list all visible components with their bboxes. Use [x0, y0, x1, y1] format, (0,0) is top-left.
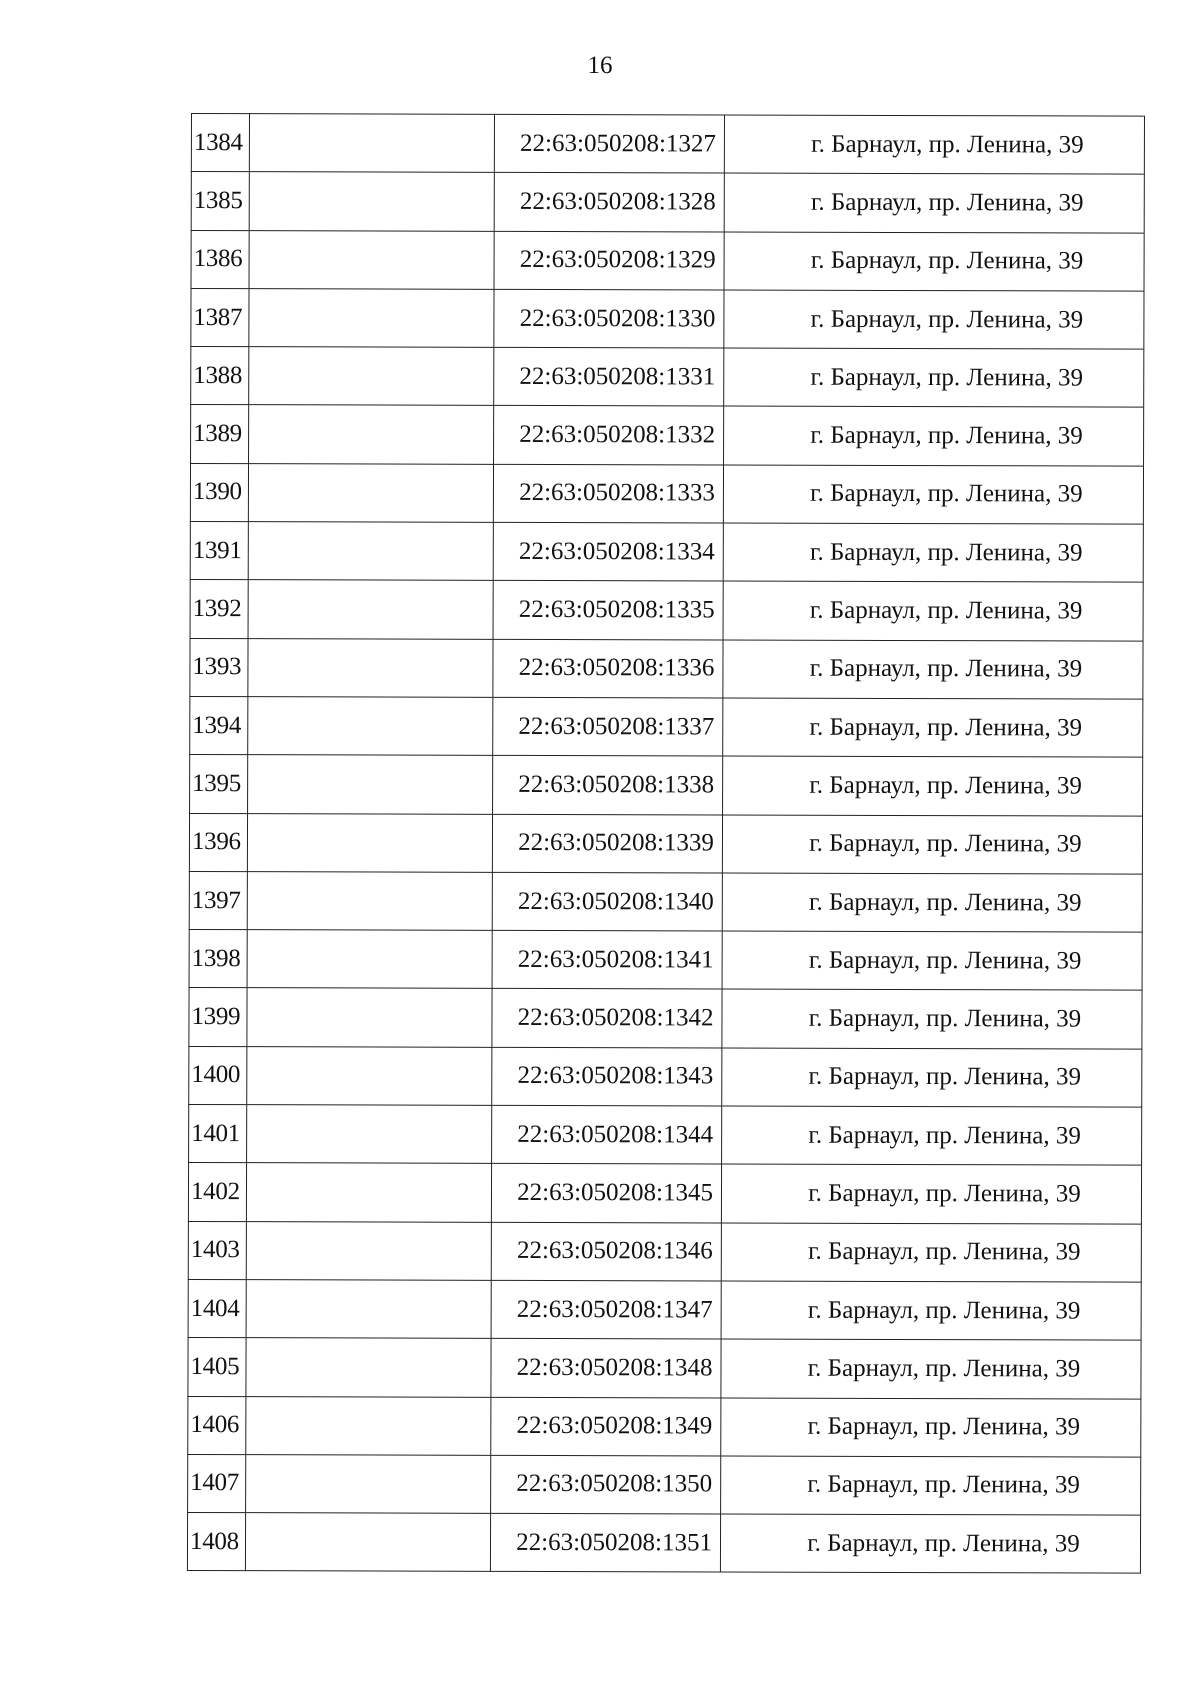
cadastral-number-cell: 22:63:050208:1348: [491, 1339, 721, 1398]
table-row: [191, 288, 1144, 349]
cadastral-number-cell: 22:63:050208:1328: [494, 173, 724, 232]
empty-cell: [249, 114, 494, 173]
empty-cell: [245, 1513, 490, 1572]
row-number-cell: 1386: [191, 230, 249, 288]
address-cell: г. Барнаул, пр. Ленина, 39: [724, 406, 1144, 465]
address-cell: г. Барнаул, пр. Ленина, 39: [723, 698, 1143, 757]
empty-cell: [247, 1046, 492, 1105]
empty-cell: [248, 755, 493, 814]
address-cell: г. Барнаул, пр. Ленина, 39: [723, 523, 1143, 582]
row-number-cell: 1387: [191, 288, 249, 346]
address-cell: г. Барнаул, пр. Ленина, 39: [721, 1398, 1141, 1457]
table-row: [190, 638, 1143, 699]
table-row: [188, 1454, 1141, 1515]
address-cell: г. Барнаул, пр. Ленина, 39: [724, 232, 1144, 291]
cadastral-number-cell: 22:63:050208:1336: [493, 639, 723, 698]
property-table-body: [187, 114, 1144, 1574]
cadastral-number-cell: 22:63:050208:1350: [491, 1455, 721, 1514]
table-row: [189, 988, 1142, 1049]
empty-cell: [246, 1163, 491, 1222]
empty-cell: [247, 813, 492, 872]
row-number-cell: 1396: [189, 813, 247, 871]
address-cell: г. Барнаул, пр. Ленина, 39: [723, 640, 1143, 699]
row-number-cell: 1385: [191, 172, 249, 230]
row-number-cell: 1392: [190, 580, 248, 638]
cadastral-number-cell: 22:63:050208:1327: [494, 114, 724, 173]
cadastral-number-cell: 22:63:050208:1335: [493, 581, 723, 640]
empty-cell: [247, 872, 492, 931]
table-row: [190, 696, 1143, 757]
table-row: [189, 813, 1142, 874]
row-number-cell: 1399: [189, 988, 247, 1046]
cadastral-number-cell: 22:63:050208:1332: [494, 406, 724, 465]
address-cell: г. Барнаул, пр. Ленина, 39: [721, 1281, 1141, 1340]
address-cell: г. Барнаул, пр. Ленина, 39: [722, 1048, 1142, 1107]
page-number: 16: [587, 52, 613, 79]
row-number-cell: 1405: [188, 1338, 246, 1396]
row-number-cell: 1395: [190, 755, 248, 813]
address-cell: г. Барнаул, пр. Ленина, 39: [721, 1339, 1141, 1398]
cadastral-number-cell: 22:63:050208:1344: [492, 1105, 722, 1164]
empty-cell: [248, 580, 493, 639]
table-row: [188, 1279, 1141, 1340]
cadastral-number-cell: 22:63:050208:1351: [490, 1513, 720, 1572]
cadastral-number-cell: 22:63:050208:1333: [493, 464, 723, 523]
row-number-cell: 1388: [191, 347, 249, 405]
row-number-cell: 1403: [188, 1221, 246, 1279]
cadastral-number-cell: 22:63:050208:1347: [491, 1280, 721, 1339]
row-number-cell: 1393: [190, 638, 248, 696]
empty-cell: [249, 405, 494, 464]
cadastral-number-cell: 22:63:050208:1334: [493, 522, 723, 581]
empty-cell: [249, 289, 494, 348]
cadastral-number-cell: 22:63:050208:1329: [494, 231, 724, 290]
empty-cell: [246, 1396, 491, 1455]
empty-cell: [248, 463, 493, 522]
empty-cell: [249, 347, 494, 406]
row-number-cell: 1397: [189, 871, 247, 929]
table-row: [189, 930, 1142, 991]
cadastral-number-cell: 22:63:050208:1330: [494, 289, 724, 348]
address-cell: г. Барнаул, пр. Ленина, 39: [721, 1164, 1141, 1223]
table-row: [191, 172, 1144, 233]
row-number-cell: 1406: [188, 1396, 246, 1454]
empty-cell: [249, 172, 494, 231]
row-number-cell: 1390: [190, 463, 248, 521]
address-cell: г. Барнаул, пр. Ленина, 39: [723, 756, 1143, 815]
address-cell: г. Барнаул, пр. Ленина, 39: [721, 1456, 1141, 1515]
table-row: [188, 1338, 1141, 1399]
address-cell: г. Барнаул, пр. Ленина, 39: [723, 465, 1143, 524]
cadastral-number-cell: 22:63:050208:1341: [492, 931, 722, 990]
table-row: [188, 1163, 1141, 1224]
row-number-cell: 1402: [188, 1163, 246, 1221]
table-row: [191, 230, 1144, 291]
empty-cell: [247, 988, 492, 1047]
empty-cell: [247, 1105, 492, 1164]
empty-cell: [246, 1221, 491, 1280]
address-cell: г. Барнаул, пр. Ленина, 39: [723, 581, 1143, 640]
empty-cell: [246, 1454, 491, 1513]
table-row: [190, 463, 1143, 524]
empty-cell: [248, 697, 493, 756]
address-cell: г. Барнаул, пр. Ленина, 39: [722, 815, 1142, 874]
row-number-cell: 1404: [188, 1279, 246, 1337]
row-number-cell: 1389: [191, 405, 249, 463]
cadastral-number-cell: 22:63:050208:1338: [493, 756, 723, 815]
table-row: [191, 347, 1144, 408]
address-cell: г. Барнаул, пр. Ленина, 39: [720, 1514, 1140, 1573]
property-table: [187, 113, 1145, 1574]
address-cell: г. Барнаул, пр. Ленина, 39: [722, 989, 1142, 1048]
address-cell: г. Барнаул, пр. Ленина, 39: [724, 173, 1144, 232]
table-row: [190, 522, 1143, 583]
table-row: [188, 1221, 1141, 1282]
table-row: [190, 755, 1143, 816]
cadastral-number-cell: 22:63:050208:1345: [491, 1164, 721, 1223]
table-row: [191, 114, 1144, 175]
address-cell: г. Барнаул, пр. Ленина, 39: [721, 1223, 1141, 1282]
address-cell: г. Барнаул, пр. Ленина, 39: [722, 873, 1142, 932]
cadastral-number-cell: 22:63:050208:1346: [491, 1222, 721, 1281]
table-row: [187, 1513, 1140, 1574]
cadastral-number-cell: 22:63:050208:1331: [494, 348, 724, 407]
table-row: [189, 1046, 1142, 1107]
cadastral-number-cell: 22:63:050208:1339: [492, 814, 722, 873]
cadastral-number-cell: 22:63:050208:1343: [492, 1047, 722, 1106]
empty-cell: [248, 638, 493, 697]
row-number-cell: 1401: [189, 1105, 247, 1163]
table-row: [191, 405, 1144, 466]
table-row: [189, 871, 1142, 932]
cadastral-number-cell: 22:63:050208:1342: [492, 989, 722, 1048]
row-number-cell: 1400: [189, 1046, 247, 1104]
row-number-cell: 1407: [188, 1454, 246, 1512]
empty-cell: [246, 1338, 491, 1397]
address-cell: г. Барнаул, пр. Ленина, 39: [724, 348, 1144, 407]
table-row: [190, 580, 1143, 641]
address-cell: г. Барнаул, пр. Ленина, 39: [722, 931, 1142, 990]
empty-cell: [247, 930, 492, 989]
cadastral-number-cell: 22:63:050208:1349: [491, 1397, 721, 1456]
empty-cell: [248, 522, 493, 581]
cadastral-number-cell: 22:63:050208:1340: [492, 872, 722, 931]
row-number-cell: 1398: [189, 930, 247, 988]
table-row: [189, 1105, 1142, 1166]
row-number-cell: 1391: [190, 522, 248, 580]
row-number-cell: 1394: [190, 696, 248, 754]
empty-cell: [249, 230, 494, 289]
address-cell: г. Барнаул, пр. Ленина, 39: [724, 290, 1144, 349]
cadastral-number-cell: 22:63:050208:1337: [493, 697, 723, 756]
row-number-cell: 1408: [187, 1513, 245, 1571]
row-number-cell: 1384: [191, 114, 249, 172]
empty-cell: [246, 1280, 491, 1339]
table-row: [188, 1396, 1141, 1457]
address-cell: г. Барнаул, пр. Ленина, 39: [724, 115, 1144, 174]
address-cell: г. Барнаул, пр. Ленина, 39: [722, 1106, 1142, 1165]
